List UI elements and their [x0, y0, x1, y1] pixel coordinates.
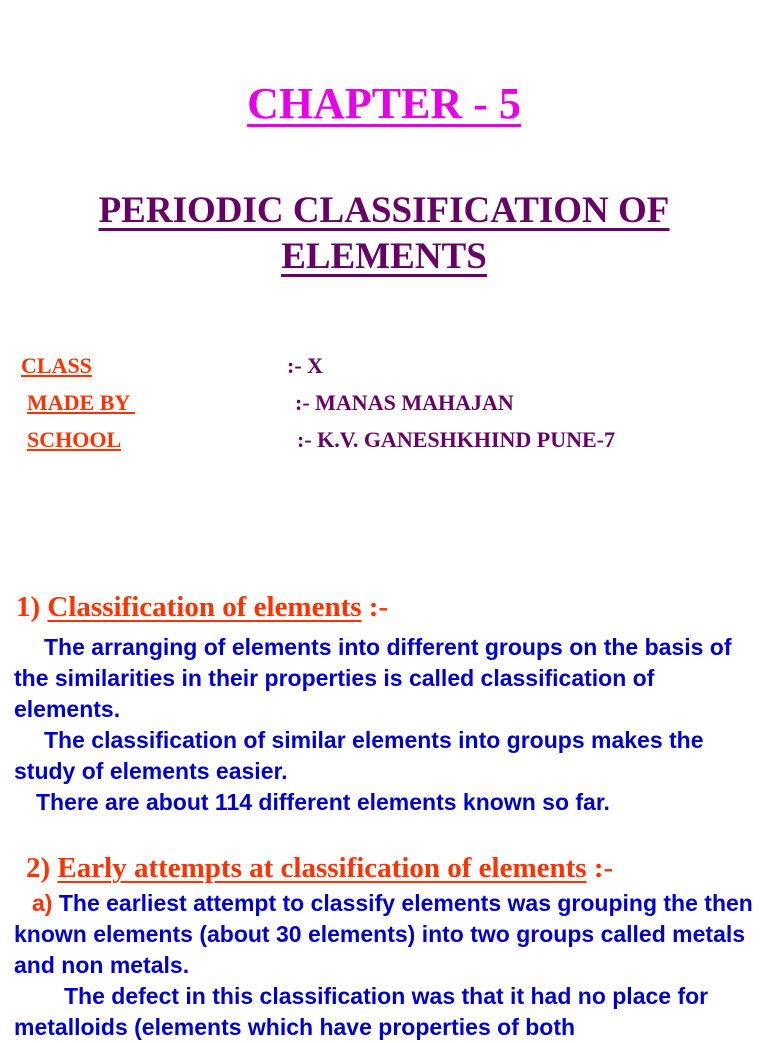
section-2-heading [26, 851, 613, 885]
made-by-value: :- MANAS MAHAJAN [295, 390, 514, 415]
title-line-2: ELEMENTS [281, 236, 487, 277]
point-a-marker: a) [32, 890, 53, 916]
section-1-body [14, 632, 754, 818]
class-label: CLASS [21, 353, 92, 378]
section-1-title: Classification of elements [47, 591, 362, 623]
point-a-text: The earliest attempt to classify elements was grouping the then known elements (about 30 elements) into two groups called metals and non metals. [14, 890, 753, 978]
school-value: :- K.V. GANESHKHIND PUNE-7 [297, 427, 616, 452]
section-1-heading [16, 590, 388, 624]
made-by-label: MADE BY [27, 390, 135, 415]
chapter-heading-text: CHAPTER - 5 [247, 79, 521, 128]
title-line-1: PERIODIC CLASSIFICATION OF [98, 190, 670, 231]
section-1-paragraph-1: The arranging of elements into different groups on the basis of the similarities in their properties is called classification of elements. [14, 634, 732, 722]
section-2-number: 2) [26, 852, 51, 884]
school-label: SCHOOL [27, 427, 122, 452]
section-2-body [14, 888, 754, 1043]
section-2-title: Early attempts at classification of elements [57, 852, 587, 884]
section-1-paragraph-3: There are about 114 different elements known so far. [36, 789, 610, 815]
section-2-paragraph-2: The defect in this classification was that it had no place for metalloids (elements which have properties of both [14, 983, 709, 1040]
section-1-suffix: :- [361, 591, 389, 623]
section-2-point-a [14, 888, 754, 981]
section-1-number: 1) [16, 591, 41, 623]
document-title [0, 188, 768, 280]
section-1-paragraph-2: The classification of similar elements into groups makes the study of elements easier. [14, 727, 704, 784]
section-2-suffix: :- [586, 852, 614, 884]
class-value: :- X [287, 353, 324, 378]
chapter-heading [0, 78, 768, 130]
